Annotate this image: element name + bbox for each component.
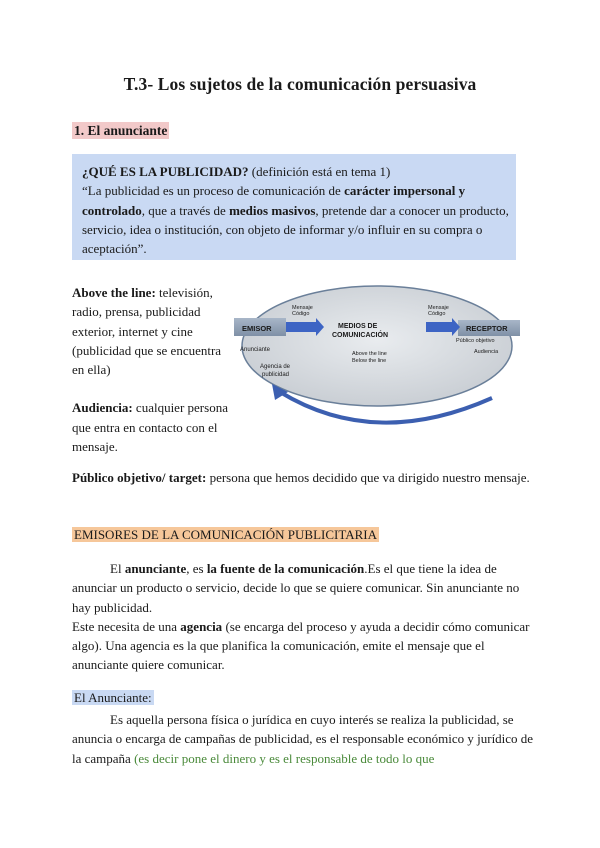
above-line-node: Above the line: [352, 351, 387, 357]
agencia-node-2: publicidad: [262, 372, 290, 378]
codigo-label-1: Código: [292, 311, 310, 317]
publico-node: Público objetivo: [456, 338, 495, 344]
audiencia-label: Audiencia:: [72, 400, 133, 416]
above-the-line-text: televisión, radio, prensa, publicidad exterior, internet y cine (publicidad que se encuentra en ella): [72, 285, 222, 378]
codigo-label-2: Código: [428, 311, 446, 317]
agencia-text-f: Este necesita de una: [72, 618, 181, 634]
anunciante-text-a: El: [110, 561, 125, 576]
page-title: T.3- Los sujetos de la comunicación persuasiva: [123, 74, 477, 94]
left-column: [72, 283, 232, 475]
publico-objetivo-paragraph: [72, 468, 534, 487]
anunciante-text-c: , es: [186, 561, 207, 576]
section-heading-el-anunciante-wrap: [72, 688, 534, 707]
agencia-bold: agencia: [180, 618, 223, 634]
callout-bold-1: carácter impersonal y controlado: [82, 183, 466, 218]
anunciante-bold: anunciante: [124, 561, 187, 576]
section-heading-anunciante: 1. El anunciante: [74, 123, 168, 138]
receptor-label: RECEPTOR: [466, 324, 508, 333]
audiencia-node: Audiencia: [474, 349, 499, 355]
medios-label-2: COMUNICACIÓN: [332, 332, 388, 339]
callout-note: (definición está en tema 1): [248, 164, 391, 179]
agencia-text-h: (se encarga del proceso y ayuda a decidir cómo comunicar algo). Una agencia es la que planifica la comunicación, emite el mensaje que el anunciante quiere comunicar.: [72, 618, 530, 673]
audiencia-text: cualquier persona que entra en contacto con el mensaje.: [72, 400, 228, 455]
anunciante-text-e: .Es el que tiene la idea de anunciar un producto o servicio, decide lo que se quiere comunicar. Sin anunciante no hay publicidad.: [72, 561, 520, 615]
anunciante-node: Anunciante: [240, 347, 271, 353]
definicion-paragraph: [72, 710, 534, 768]
section-heading-emisores-wrap: [72, 525, 534, 544]
medios-label-1: MEDIOS DE: [338, 323, 378, 330]
publico-text: persona que hemos decidido que va dirigido nuestro mensaje.: [206, 470, 530, 485]
callout-text-1: “La publicidad es un proceso de comunicación de: [82, 183, 345, 199]
fuente-bold: la fuente de la comunicación: [206, 561, 365, 576]
definicion-text: Es aquella persona física o jurídica en cuyo interés se realiza la publicidad, se anuncia o encarga de campañas de publicidad, es el responsable económico y jurídico de la campaña: [72, 712, 534, 766]
definicion-green-text: (es decir pone el dinero y es el responsable de todo lo que: [134, 750, 435, 766]
above-the-line-label: Above the line:: [72, 285, 156, 300]
callout-text-3: , pretende dar a conocer un producto, servicio, idea o institución, con objeto de informar y/o influir en su compra o aceptación”.: [82, 202, 509, 257]
diagram-ellipse: [242, 286, 512, 406]
publico-label: Público objetivo/ target:: [72, 470, 207, 485]
below-line-node: Below the line: [352, 358, 387, 364]
callout-bold-2: medios masivos: [229, 202, 316, 218]
anunciante-paragraph: [72, 559, 534, 675]
communication-diagram: [230, 280, 530, 440]
callout-question: ¿QUÉ ES LA PUBLICIDAD?: [82, 164, 249, 179]
emisor-label: EMISOR: [242, 324, 272, 333]
definition-callout: [72, 154, 516, 260]
mensaje-label-1: Mensaje: [292, 305, 313, 311]
mensaje-label-2: Mensaje: [428, 305, 449, 311]
section-heading-emisores: EMISORES DE LA COMUNICACIÓN PUBLICITARIA: [74, 527, 378, 542]
callout-text-2: , que a través de: [141, 202, 230, 218]
section-heading-el-anunciante: El Anunciante:: [74, 690, 152, 705]
agencia-node-1: Agencia de: [260, 364, 291, 370]
